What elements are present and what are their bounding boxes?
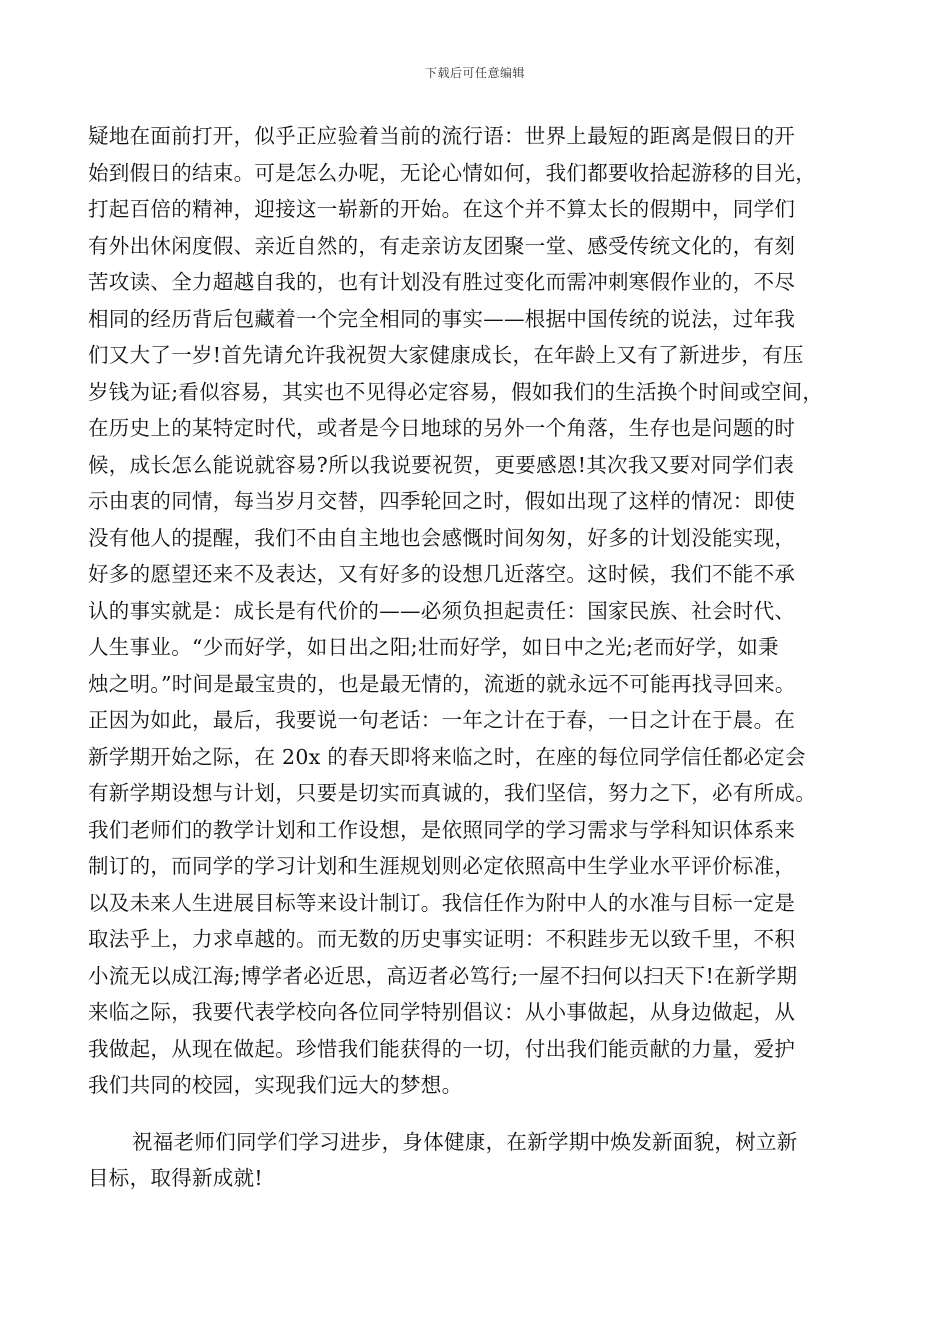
text-line: 在历史上的某特定时代，或者是今日地球的另外一个角落，生存也是问题的时 — [88, 416, 796, 440]
text-line: 我做起，从现在做起。珍惜我们能获得的一切，付出我们能贡献的力量，爱护 — [88, 1036, 796, 1061]
text-line: 我们共同的校园，实现我们远大的梦想。 — [88, 1073, 463, 1097]
text-line: 人生事业。“少而好学，如日出之阳;壮而好学，如日中之光;老而好学，如秉 — [88, 635, 779, 659]
text-line: 打起百倍的精神，迎接这一崭新的开始。在这个并不算太长的假期中，同学们 — [88, 197, 796, 221]
text-line: 新学期开始之际，在 20x 的春天即将来临之时，在座的每位同学信任都必定会 — [88, 744, 806, 769]
page-header: 下载后可任意编辑 — [424, 66, 525, 80]
text-line: 好多的愿望还来不及表达，又有好多的设想几近落空。这时候，我们不能不承 — [88, 562, 796, 586]
paragraph-2 — [88, 1124, 878, 1197]
text-line: 以及未来人生进展目标等来设计制订。我信任作为附中人的水准与目标一定是 — [88, 890, 796, 915]
text-line: 候，成长怎么能说就容易?所以我说要祝贺，更要感恩!其次我又要对同学们表 — [88, 452, 795, 477]
text-line: 制订的，而同学的学习计划和生涯规划则必定依照高中生学业水平评价标准， — [88, 854, 796, 878]
text-line: 取法乎上，力求卓越的。而无数的历史事实证明：不积跬步无以致千里，不积 — [88, 927, 796, 951]
text-line: 苦攻读、全力超越自我的，也有计划没有胜过变化而需冲刺寒假作业的，不尽 — [88, 270, 796, 294]
text-line: 示由衷的同情，每当岁月交替，四季轮回之时，假如出现了这样的情况：即使 — [88, 489, 796, 513]
text-line: 始到假日的结束。可是怎么办呢，无论心情如何，我们都要收拾起游移的目光， — [88, 160, 816, 185]
paragraph-1 — [88, 118, 878, 1104]
text-line: 正因为如此，最后，我要说一句老话：一年之计在于春，一日之计在于晨。在 — [88, 708, 796, 732]
text-line: 岁钱为证;看似容易，其实也不见得必定容易，假如我们的生活换个时间或空间， — [88, 379, 824, 404]
text-line: 来临之际，我要代表学校向各位同学特别倡议：从小事做起，从身边做起，从 — [88, 1000, 796, 1024]
text-line: 祝福老师们同学们学习进步，身体健康，在新学期中焕发新面貌，树立新 — [132, 1129, 798, 1154]
document-body — [88, 118, 878, 1197]
text-line: 有外出休闲度假、亲近自然的，有走亲访友团聚一堂、感受传统文化的，有刻 — [88, 233, 796, 258]
text-line: 相同的经历背后包藏着一个完全相同的事实——根据中国传统的说法，过年我 — [88, 306, 796, 331]
text-line: 有新学期设想与计划，只要是切实而真诚的，我们坚信，努力之下，必有所成。 — [88, 781, 816, 805]
text-line: 我们老师们的教学计划和工作设想，是依照同学的学习需求与学科知识体系来 — [88, 817, 796, 842]
text-line: 疑地在面前打开，似乎正应验着当前的流行语：世界上最短的距离是假日的开 — [88, 124, 796, 148]
text-line: 目标，取得新成就! — [88, 1166, 263, 1190]
text-line: 们又大了一岁!首先请允许我祝贺大家健康成长，在年龄上又有了新进步，有压 — [88, 343, 804, 367]
text-line: 没有他人的提醒，我们不由自主地也会感慨时间匆匆，好多的计划没能实现， — [88, 525, 796, 550]
paragraph-spacer — [88, 1104, 878, 1124]
text-line: 小流无以成江海;博学者必近思，高迈者必笃行;一屋不扫何以扫天下!在新学期 — [88, 963, 798, 988]
text-line: 认的事实就是：成长是有代价的——必须负担起责任：国家民族、社会时代、 — [88, 598, 796, 623]
text-line: 烛之明。”时间是最宝贵的，也是最无情的，流逝的就永远不可能再找寻回来。 — [88, 671, 796, 696]
